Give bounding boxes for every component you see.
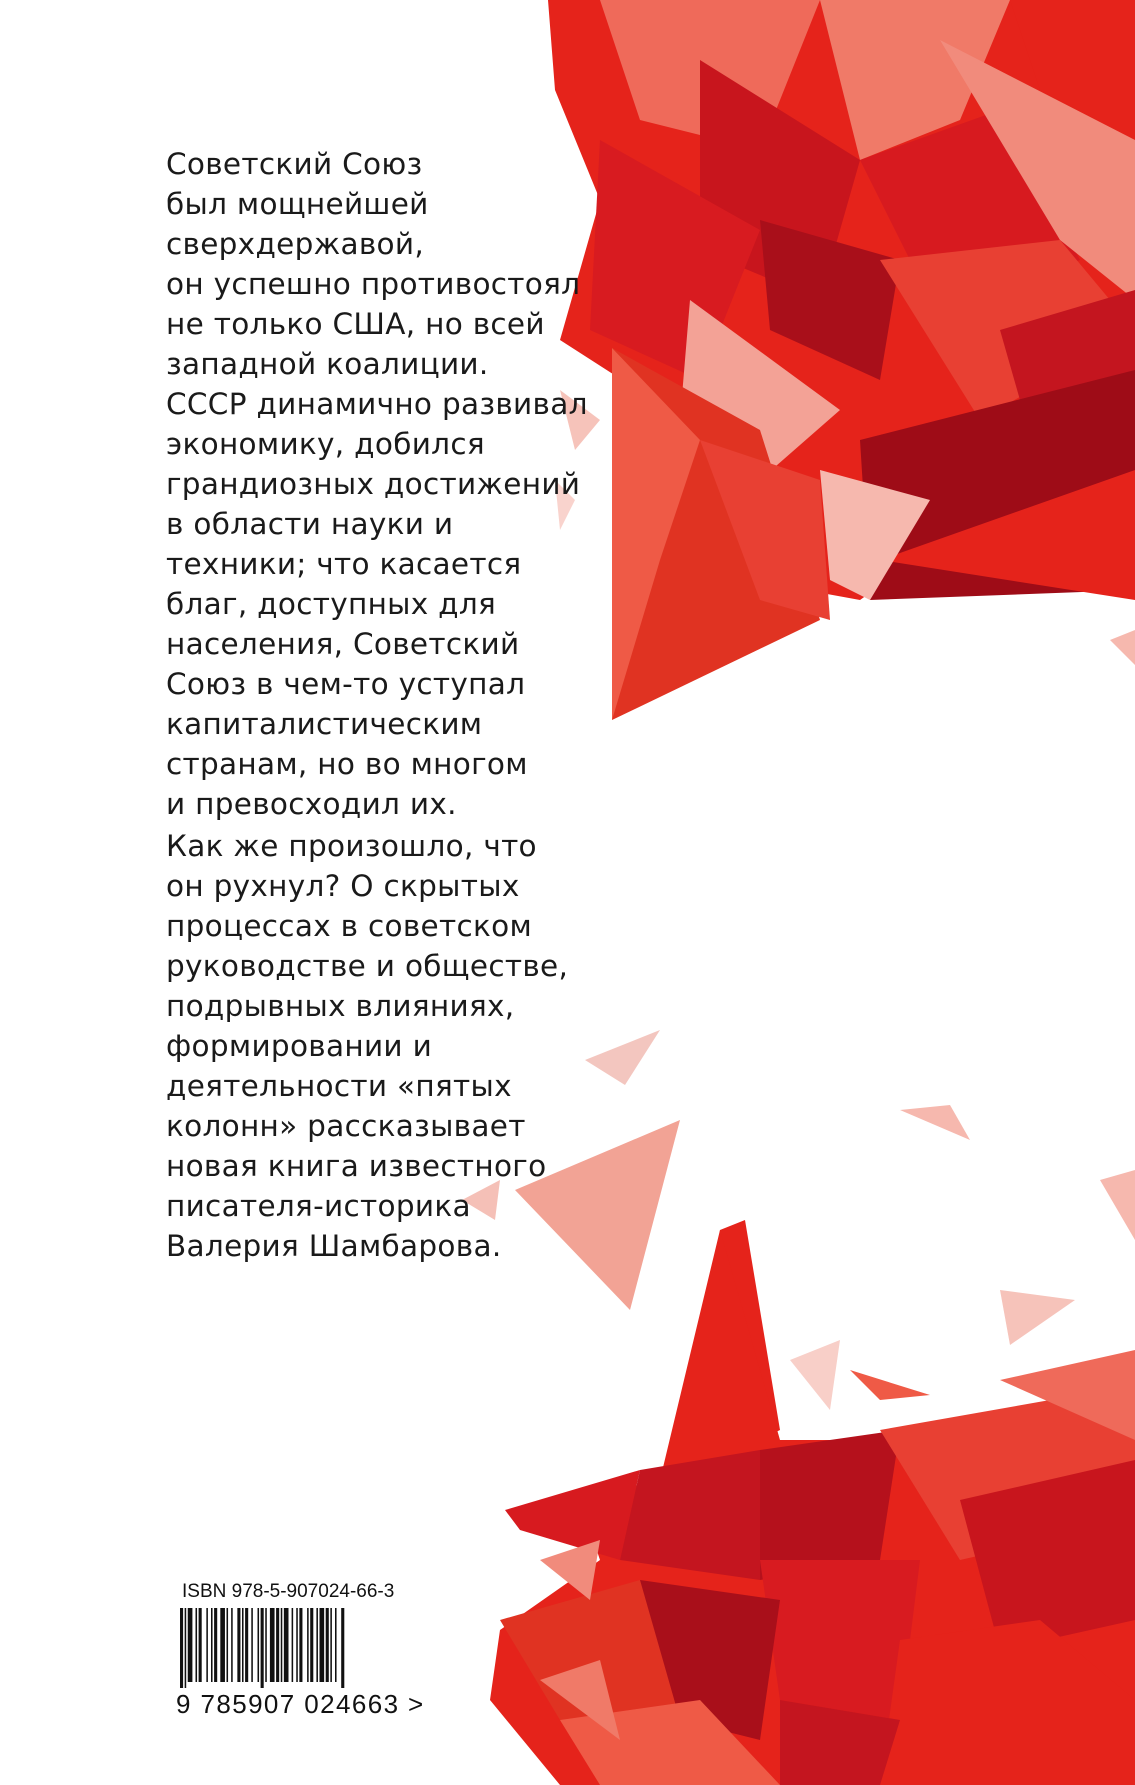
barcode-bar — [284, 1608, 289, 1682]
barcode-bar — [211, 1608, 213, 1682]
blurb-paragraph-1 — [166, 144, 588, 824]
barcode-bar — [206, 1608, 208, 1682]
barcode-bar — [292, 1608, 294, 1682]
barcode-bar — [265, 1608, 267, 1682]
barcode-bar — [245, 1608, 248, 1682]
text-line: Как же произошло, что — [166, 829, 537, 863]
barcode-bar — [220, 1608, 225, 1682]
text-line: благ, доступных для — [166, 587, 497, 621]
text-line: руководстве и обществе, — [166, 949, 569, 983]
text-line: сверхдержавой, — [166, 227, 425, 261]
text-line: он рухнул? О скрытых — [166, 869, 520, 903]
text-line: формировании и — [166, 1029, 433, 1063]
barcode-icon — [176, 1608, 406, 1688]
barcode-bar — [231, 1608, 233, 1682]
barcode-bar — [281, 1608, 283, 1682]
text-line: западной коалиции. — [166, 347, 489, 381]
text-line: процессах в советском — [166, 909, 533, 943]
text-line: не только США, но всей — [166, 307, 545, 341]
barcode-bar — [270, 1608, 275, 1682]
barcode-bar — [196, 1608, 198, 1682]
barcode-bar — [307, 1608, 309, 1682]
barcode-bar — [341, 1608, 344, 1688]
barcode-bar — [310, 1608, 313, 1682]
barcode-bar — [326, 1608, 329, 1682]
barcode-bar — [185, 1608, 187, 1688]
barcode-bar — [214, 1608, 217, 1682]
barcode-bar — [330, 1608, 332, 1682]
text-line: он успешно противостоял — [166, 267, 581, 301]
text-line: писателя-историка — [166, 1189, 471, 1223]
barcode-bar — [276, 1608, 279, 1682]
text-line: был мощнейшей — [166, 187, 429, 221]
text-line: СССР динамично развивал — [166, 387, 588, 421]
barcode-bar — [261, 1608, 264, 1688]
blurb-paragraph-2 — [166, 826, 568, 1266]
isbn-block — [176, 1580, 426, 1718]
text-line: Союз в чем-то уступал — [166, 667, 526, 701]
text-line: и превосходил их. — [166, 787, 457, 821]
barcode-bar — [299, 1608, 302, 1682]
text-line: техники; что касается — [166, 547, 522, 581]
barcode-bar — [227, 1608, 229, 1682]
barcode-bar — [251, 1608, 253, 1682]
barcode-bar — [258, 1608, 260, 1682]
text-line: населения, Советский — [166, 627, 520, 661]
text-line: новая книга известного — [166, 1149, 547, 1183]
barcode-digits: 9 785907 024663 > — [176, 1689, 425, 1719]
text-line: грандиозных достижений — [166, 467, 581, 501]
barcode-bar — [320, 1608, 325, 1682]
text-line: экономику, добился — [166, 427, 485, 461]
barcode-bar — [316, 1608, 318, 1682]
barcode-bar — [237, 1608, 240, 1682]
barcode-bar — [296, 1608, 298, 1682]
text-line: деятельности «пятых — [166, 1069, 512, 1103]
isbn-label: ISBN 978-5-907024-66-3 — [182, 1581, 395, 1602]
text-line: Советский Союз — [166, 147, 423, 181]
text-line: Валерия Шамбарова. — [166, 1229, 502, 1263]
text-line: в области науки и — [166, 507, 454, 541]
barcode-bar — [188, 1608, 193, 1682]
barcode-bar — [180, 1608, 183, 1688]
barcode-bar — [199, 1608, 202, 1682]
text-line: капиталистическим — [166, 707, 483, 741]
text-line: колонн» рассказывает — [166, 1109, 526, 1143]
barcode-bar — [242, 1608, 244, 1682]
text-line: странам, но во многом — [166, 747, 528, 781]
barcode-bar — [335, 1608, 337, 1682]
text-line: подрывных влияниях, — [166, 989, 515, 1023]
